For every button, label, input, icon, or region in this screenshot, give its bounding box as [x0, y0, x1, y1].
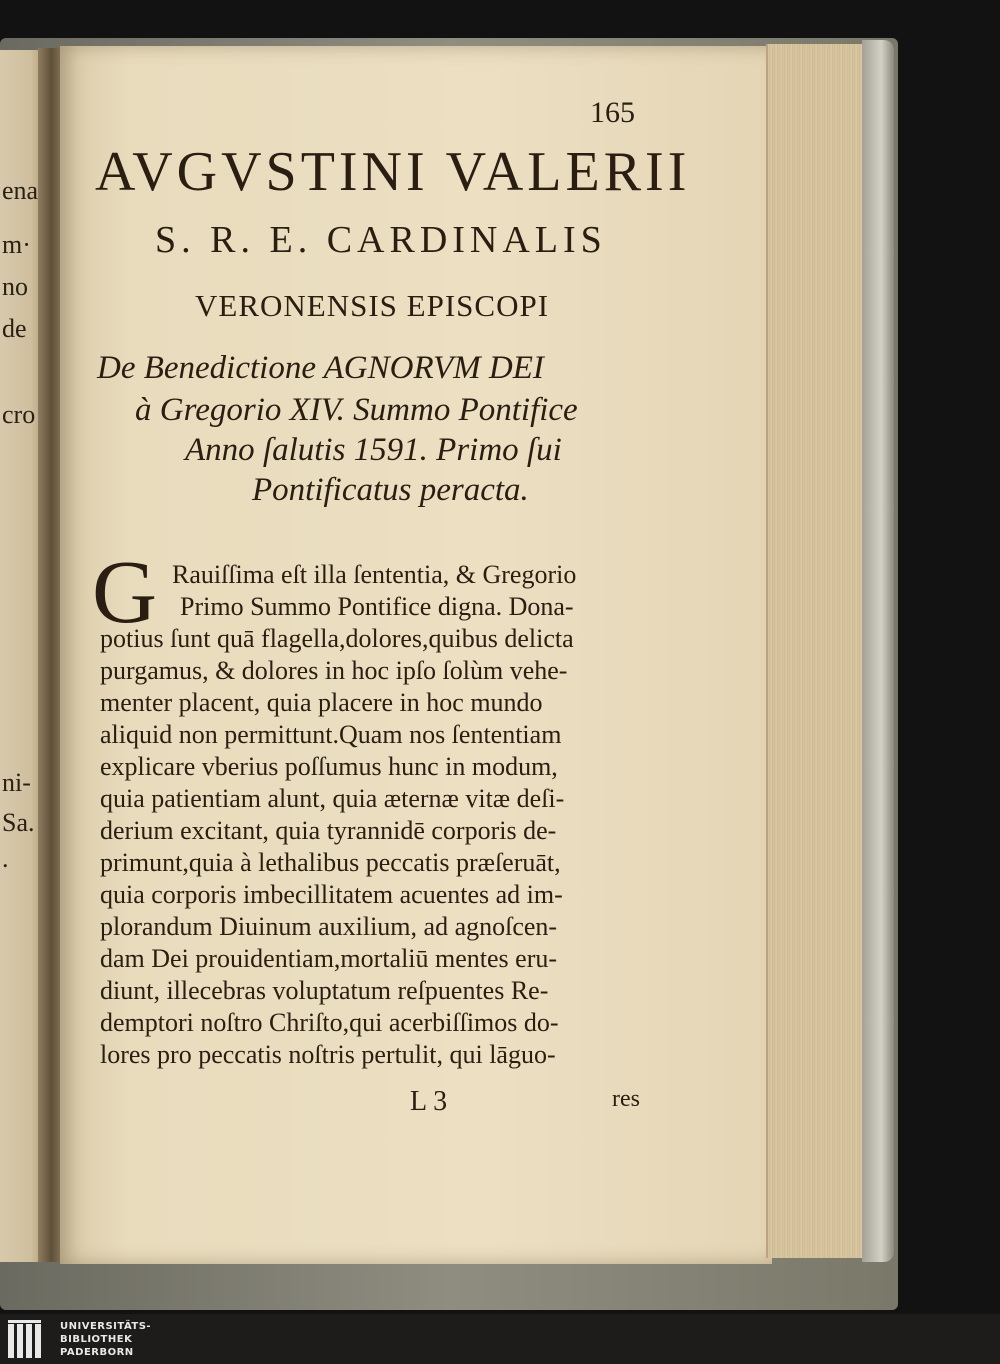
body-line: quia patientiam alunt, quia æternæ vitæ deſi-: [100, 784, 565, 813]
body-line: Primo Summo Pontifice digna. Dona-: [180, 592, 574, 621]
body-line: primunt,quia à lethalibus peccatis præſeruāt,: [100, 848, 561, 877]
left-page-fragment: cro: [2, 400, 36, 429]
signature-mark: L 3: [410, 1086, 448, 1117]
page-edges: [766, 44, 864, 1258]
body-line: dam Dei prouidentiam,mortaliū mentes eru-: [100, 944, 558, 973]
title-line: S. R. E. CARDINALIS: [155, 219, 607, 261]
library-name-line: BIBLIOTHEK: [60, 1334, 133, 1345]
body-line: diunt, illecebras voluptatum reſpuentes Re-: [100, 976, 549, 1005]
left-page-fragment: m·: [2, 230, 31, 259]
left-page-fragment: de: [2, 314, 27, 343]
subtitle-line: Anno ſalutis 1591. Primo ſui: [185, 432, 562, 468]
left-page-fragment: no: [2, 272, 28, 301]
subtitle-line: Pontificatus peracta.: [252, 472, 529, 508]
body-line: explicare vberius poſſumus hunc in modum,: [100, 752, 558, 781]
body-line: derium excitant, quia tyrannidē corporis de-: [100, 816, 557, 845]
left-page-fragment: .: [2, 844, 9, 873]
left-page-fragment: ena: [2, 176, 39, 205]
library-name: [60, 1320, 151, 1359]
board-edge: [862, 40, 894, 1262]
body-line: aliquid non permittunt.Quam nos ſententiam: [100, 720, 562, 749]
library-name-line: UNIVERSITÄTS-: [60, 1321, 152, 1332]
body-line: plorandum Diuinum auxilium, ad agnoſcen-: [100, 912, 558, 941]
body-line: menter placent, quia placere in hoc mundo: [100, 688, 543, 717]
title-line: AVGVSTINI VALERII: [95, 141, 691, 203]
left-page-fragment: Sa.: [2, 808, 35, 837]
library-banner: [0, 1314, 1000, 1364]
body-line: demptori noſtro Chriſto,qui acerbiſſimos do-: [100, 1008, 559, 1037]
body-line: lores pro peccatis noſtris pertulit, qui lāguo-: [100, 1040, 556, 1069]
subtitle-line: De Benedictione AGNORVM DEI: [97, 350, 544, 386]
body-line: purgamus, & dolores in hoc ipſo ſolùm vehe-: [100, 656, 568, 685]
body-line: potius ſunt quā flagella,dolores,quibus delicta: [100, 624, 574, 653]
title-line: VERONENSIS EPISCOPI: [195, 288, 550, 323]
body-line: quia corporis imbecillitatem acuentes ad im-: [100, 880, 563, 909]
library-name-line: PADERBORN: [60, 1347, 134, 1358]
drop-cap: G: [92, 543, 157, 642]
catchword: res: [612, 1086, 640, 1112]
page-number: 165: [590, 96, 635, 129]
library-logo-icon: [6, 1318, 48, 1360]
body-line: Rauiſſima eſt illa ſententia, & Gregorio: [172, 560, 577, 589]
subtitle-line: à Gregorio XIV. Summo Pontifice: [135, 392, 578, 428]
left-page-fragment: ni-: [2, 768, 31, 797]
